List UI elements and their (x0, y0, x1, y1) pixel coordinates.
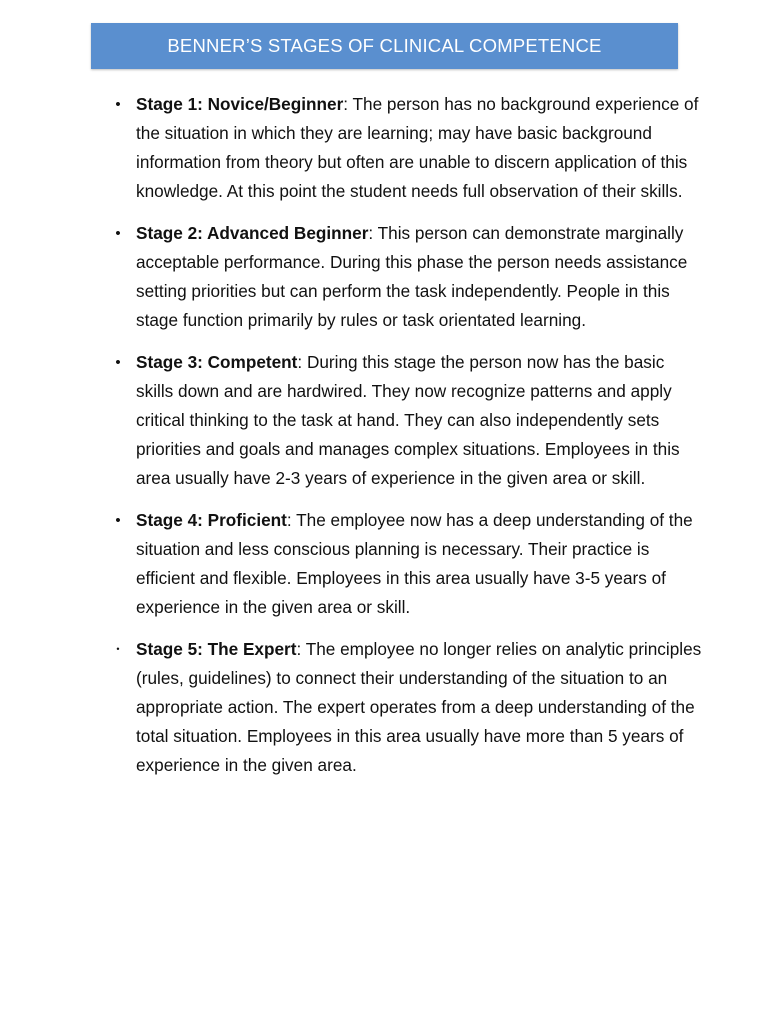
stage-label: Stage 2: Advanced Beginner (136, 223, 369, 243)
stage-label: Stage 5: The Expert (136, 639, 297, 659)
stage-description: : The person has no background experience of the situation in which they are learning; may have basic background information from theory but often are unable to discern application of this knowledge. At this point the student needs full observation of their skills. (136, 94, 699, 201)
stage-list (112, 90, 702, 793)
bullet-icon: • (115, 96, 121, 113)
bullet-icon: • (116, 644, 120, 654)
stage-item-2 (112, 219, 702, 335)
bullet-icon: • (115, 512, 121, 529)
stage-description: : This person can demonstrate marginally acceptable performance. During this phase the person needs assistance setting priorities but can perform the task independently. People in this stage function primarily by rules or task orientated learning. (136, 223, 688, 330)
bullet-icon: • (115, 354, 121, 371)
title-banner (91, 23, 678, 69)
stage-description: : During this stage the person now has the basic skills down and are hardwired. They now recognize patterns and apply critical thinking to the task at hand. They can also independently sets priorities and goals and manages complex situations. Employees in this area usually have 2-3 years of experience in the given area or skill. (136, 352, 680, 488)
bullet-icon: • (115, 225, 121, 242)
stage-item-1 (112, 90, 702, 206)
stage-label: Stage 1: Novice/Beginner (136, 94, 344, 114)
stage-item-4 (112, 506, 702, 622)
stage-description: : The employee no longer relies on analytic principles (rules, guidelines) to connect their understanding of the situation to an appropriate action. The expert operates from a deep understanding of the total situation. Employees in this area usually have more than 5 years of experience in the given area. (136, 639, 702, 775)
stage-item-5 (112, 635, 702, 780)
stage-item-3 (112, 348, 702, 493)
stage-description: : The employee now has a deep understanding of the situation and less conscious planning is necessary. Their practice is efficient and flexible. Employees in this area usually have 3-5 years of experience in the given area or skill. (136, 510, 693, 617)
stage-label: Stage 3: Competent (136, 352, 298, 372)
stage-label: Stage 4: Proficient (136, 510, 287, 530)
page-title: BENNER’S STAGES OF CLINICAL COMPETENCE (167, 35, 602, 56)
